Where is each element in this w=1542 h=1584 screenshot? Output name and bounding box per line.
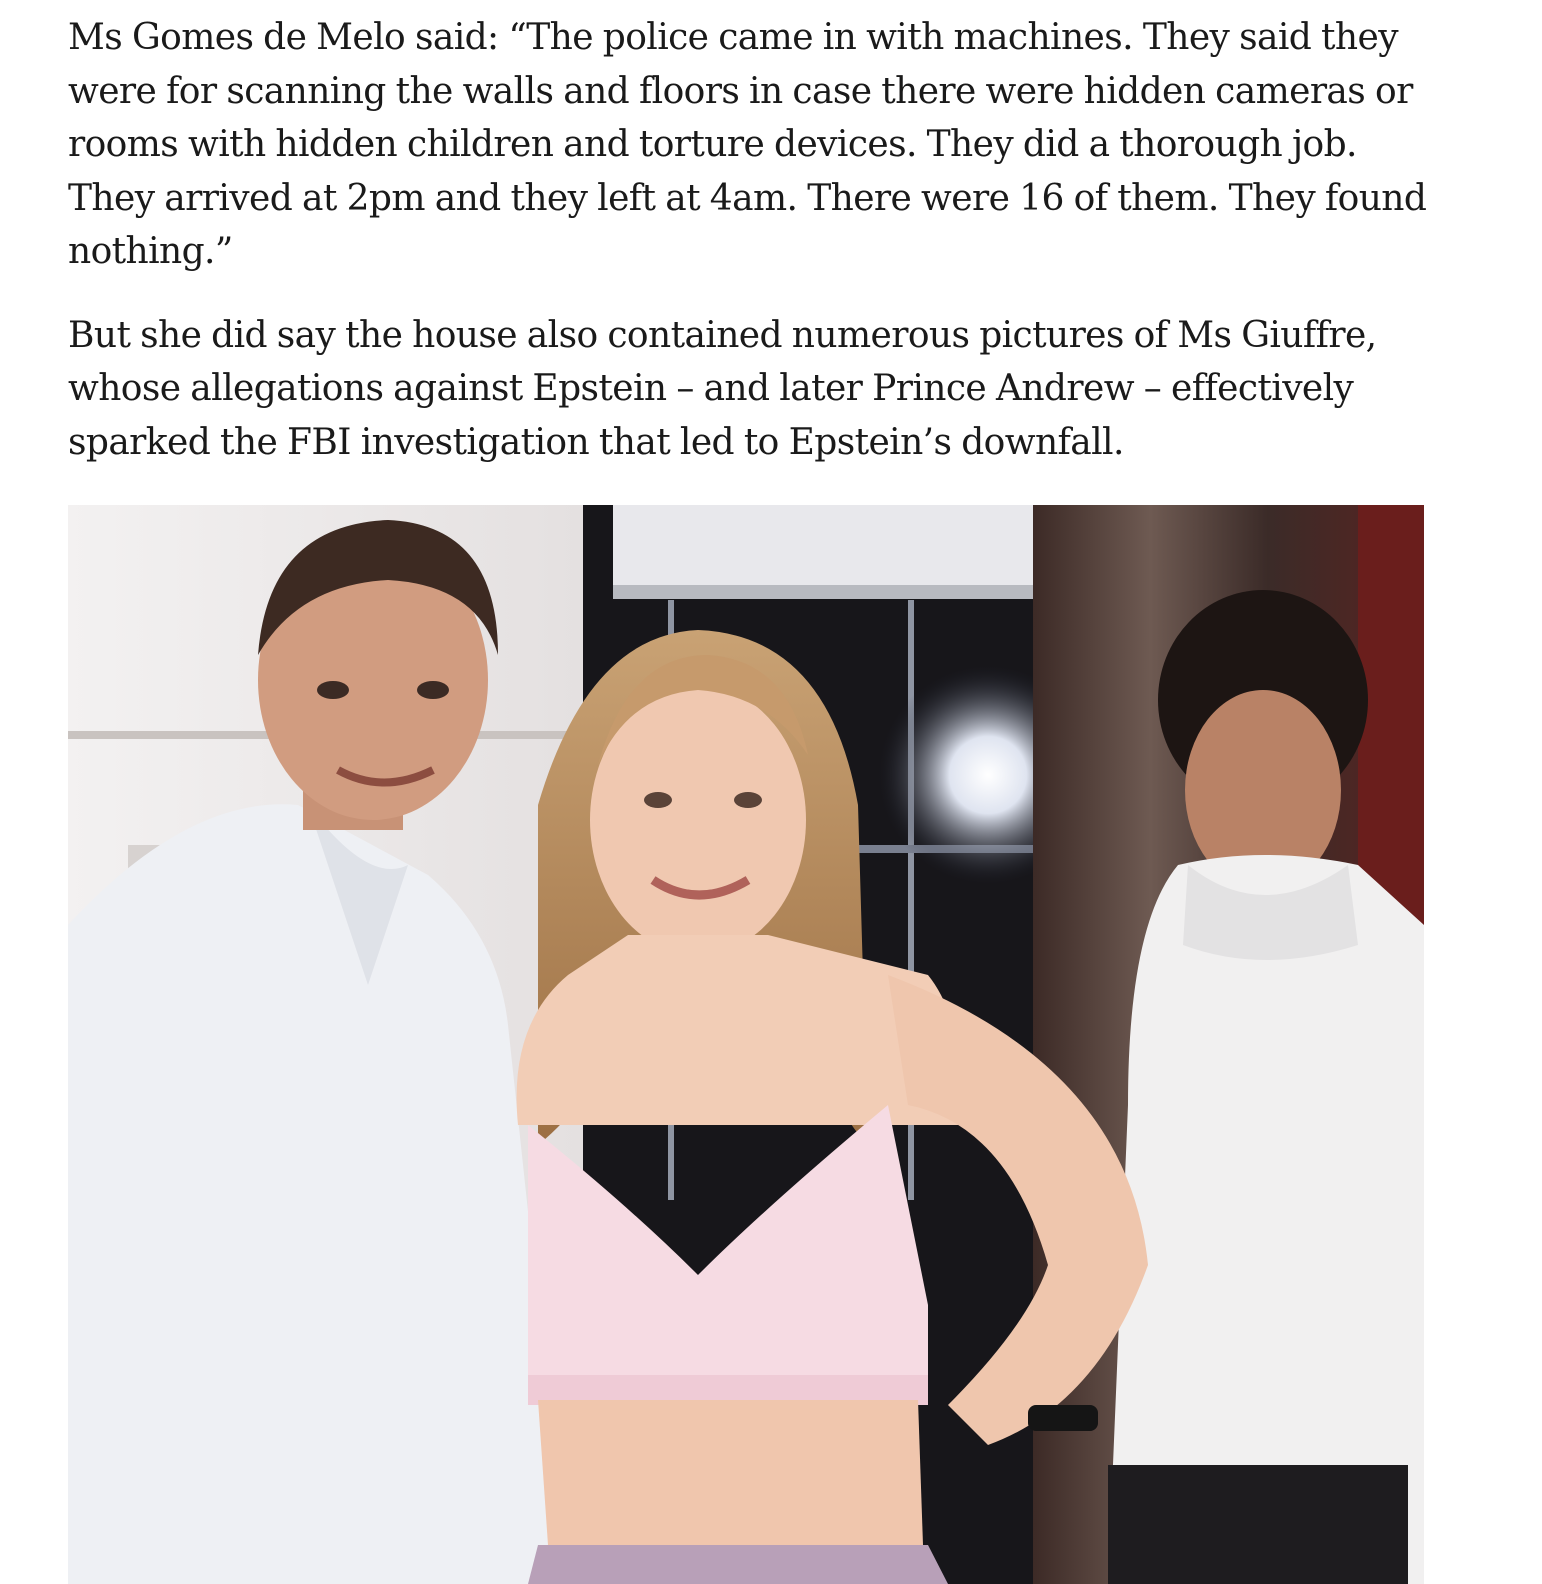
article-body xyxy=(68,0,1438,469)
article-photo xyxy=(68,505,1424,1584)
article-paragraph: Ms Gomes de Melo said: “The police came in with machines. They said they were for scanning the walls and floors in case there were hidden cameras or rooms with hidden children and torture devices. They did a thorough job. They arrived at 2pm and they left at 4am. There were 16 of them. They found nothing.” xyxy=(68,17,1427,272)
photo-illustration xyxy=(68,505,1424,1584)
article-paragraph: But she did say the house also contained numerous pictures of Ms Giuffre, whose allegations against Epstein – and later Prince Andrew – effectively sparked the FBI investigation that led to Epstein’s downfall. xyxy=(68,314,1377,463)
